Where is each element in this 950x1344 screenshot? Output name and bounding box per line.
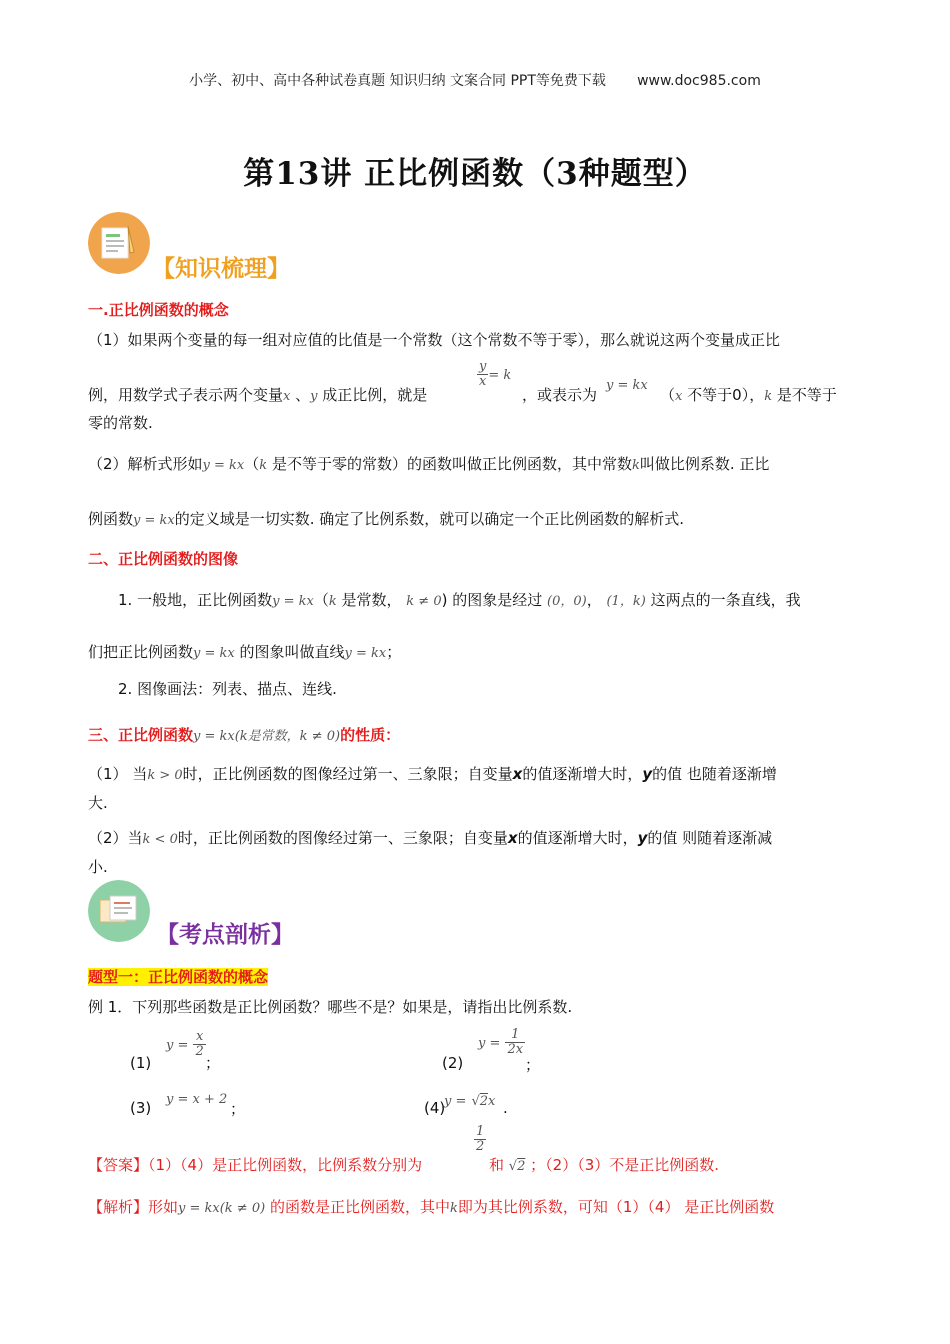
property-1-end: 大.: [88, 794, 108, 812]
type-1-heading: 题型一：正比例函数的概念: [88, 968, 269, 986]
explanation-line: 【解析】形如y = kx(k ≠ 0) 的函数是正比例函数，其中k即为其比例系数，可知（1）（4） 是正比例函数: [88, 1198, 775, 1216]
answer-line-b: 和 √2 ；（2）（3）不是正比例函数.: [489, 1156, 720, 1174]
example-1-question: 例 1．下列那些函数是正比例函数？哪些不是？如果是，请指出比例系数.: [88, 998, 573, 1016]
header-text: 小学、初中、高中各种试卷真题 知识归纳 文案合同 PPT等免费下载: [189, 73, 606, 89]
heading-graph: 二、正比例函数的图像: [88, 550, 239, 568]
answer-half: $\frac{1}{2}$: [476, 1124, 485, 1154]
graph-line-3: 2. 图像画法：列表、描点、连线.: [118, 680, 337, 698]
para-1-line-1: （1）如果两个变量的每一组对应值的比值是一个常数（这个常数不等于零），那么就说这两个变量成正比: [88, 331, 781, 349]
section-analysis-label: 【考点剖析】: [156, 921, 294, 948]
answer-line: 【答案】（1）（4）是正比例函数，比例系数分别为: [88, 1156, 423, 1174]
option-3-semicolon: ；: [230, 1100, 246, 1118]
property-1: （1） 当k > 0时，正比例函数的图像经过第一、三象限；自变量x的值逐渐增大时，y的值 也随着逐渐增: [88, 765, 777, 783]
graph-line-1: 1. 一般地，正比例函数y = kx（k 是常数， k ≠ 0) 的图象是经过 (0，0)， (1，k) 这两点的一条直线，我: [118, 591, 801, 609]
page-header: [0, 70, 950, 90]
option-4-label: (4): [424, 1099, 446, 1117]
formula-ykx: y = kx: [606, 378, 648, 393]
para-2-line-2: 例函数y = kx的定义域是一切实数. 确定了比例系数，就可以确定一个正比例函数的解析式.: [88, 510, 685, 528]
page-title: 第13讲 正比例函数（3种题型）: [243, 156, 707, 192]
option-3-label: (3): [130, 1099, 152, 1117]
option-2-formula: y = $\frac{1}{2x}$: [478, 1027, 524, 1057]
property-2: （2）当k < 0时，正比例函数的图像经过第一、三象限；自变量x的值逐渐增大时，y的值 则随着逐渐减: [88, 829, 773, 847]
header-url[interactable]: www.doc985.com: [637, 73, 761, 89]
ratio-fraction: $\frac{y}{x}$ = k: [479, 359, 512, 389]
para-1-line-2b: ，或表示为: [522, 386, 598, 404]
option-3-formula: y = x + 2: [166, 1092, 228, 1107]
graph-line-2: 们把正比例函数y = kx 的图象叫做直线y = kx；: [88, 643, 402, 661]
option-4-dot: .: [503, 1099, 508, 1117]
option-1-formula: y = $\frac{x}{2}$: [166, 1029, 204, 1059]
option-1-label: (1): [130, 1054, 152, 1072]
option-2-label: (2): [442, 1054, 464, 1072]
heading-properties: 三、正比例函数y = kx(k是常数，k ≠ 0)的性质：: [88, 726, 401, 744]
knowledge-icon: [88, 212, 150, 278]
property-2-end: 小.: [88, 858, 108, 876]
option-4-formula: y = √2x: [444, 1094, 496, 1109]
option-1-semicolon: ；: [205, 1054, 221, 1072]
para-1-line-2c: （x 不等于0），k 是不等于: [660, 386, 837, 404]
heading-concept: 一.正比例函数的概念: [88, 301, 229, 319]
analysis-icon: [88, 880, 150, 946]
para-1-line-3: 零的常数.: [88, 414, 153, 432]
para-1-line-2: 例，用数学式子表示两个变量x 、y 成正比例，就是: [88, 386, 428, 404]
option-2-semicolon: ；: [525, 1056, 541, 1074]
section-knowledge-label: 【知识梳理】: [152, 255, 290, 282]
para-2-line-1: （2）解析式形如y = kx（k 是不等于零的常数）的函数叫做正比例函数，其中常数k叫做比例系数. 正比: [88, 455, 770, 473]
